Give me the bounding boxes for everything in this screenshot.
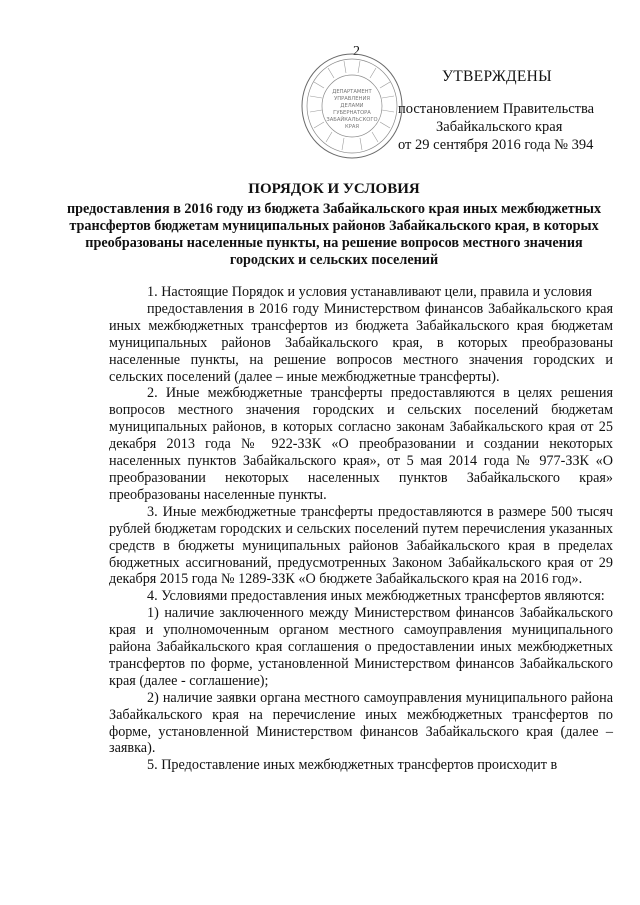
svg-text:УПРАВЛЕНИЯ: УПРАВЛЕНИЯ bbox=[334, 96, 370, 102]
svg-text:ДЕЛАМИ: ДЕЛАМИ bbox=[340, 103, 364, 109]
document-title bbox=[60, 180, 608, 269]
approval-line-1: постановлением Правительства bbox=[398, 101, 595, 117]
document-body bbox=[109, 284, 613, 774]
page-number: 2 bbox=[353, 44, 360, 59]
title-subtitle: предоставления в 2016 году из бюджета Забайкальского края иных межбюджетных трансфертов бюджетам муниципальных районов Забайкальского края, в которых преобразованы населенные пункты, на решение вопросов местного значения городских и сельских поселений bbox=[66, 201, 602, 268]
svg-text:ДЕПАРТАМЕНТ: ДЕПАРТАМЕНТ bbox=[332, 89, 372, 95]
svg-text:КРАЯ: КРАЯ bbox=[345, 124, 359, 130]
paragraph: 2) наличие заявки органа местного самоуправления муниципального района Забайкальского края на перечисление иных межбюджетных трансфертов по форме, установленной Министерством финансов Забайкальского края (далее – заявка). bbox=[109, 689, 613, 757]
paragraph: 3. Иные межбюджетные трансферты предоставляются в размере 500 тысяч рублей бюджетам городских и сельских поселений путем перечисления указанных средств в бюджеты муниципальных районов Забайкальского края в пределах бюджетных ассигнований, предусмотренных Законом Забайкальского края от 29 декабря 2015 года № 1289-ЗЗК «О бюджете Забайкальского края на 2016 год». bbox=[109, 503, 613, 588]
svg-text:ЗАБАЙКАЛЬСКОГО: ЗАБАЙКАЛЬСКОГО bbox=[326, 117, 378, 123]
paragraph: 1. Настоящие Порядок и условия устанавливают цели, правила и условия bbox=[147, 284, 593, 300]
title-main: ПОРЯДОК И УСЛОВИЯ bbox=[248, 181, 420, 197]
paragraph: 2. Иные межбюджетные трансферты предоставляются в целях решения вопросов местного значения городских и сельских поселений бюджетам муниципальных районов, в которых согласно законам Забайкальского края от 25 декабря 2013 года № 922-ЗЗК «О преобразовании и создании некоторых населенных пунктов Забайкальского края», от 5 мая 2014 года № 977-ЗЗК «О преобразовании некоторых населенных пунктов Забайкальского края» преобразованы населенные пункты. bbox=[109, 385, 613, 503]
paragraph: 5. Предоставление иных межбюджетных трансфертов происходит в bbox=[147, 757, 558, 774]
paragraph: 1) наличие заключенного между Министерством финансов Забайкальского края и уполномоченным органом местного самоуправления муниципального района Забайкальского края соглашения о предоставлении иных межбюджетных трансфертов по форме, установленной Министерством финансов Забайкальского края (далее - соглашение); bbox=[109, 605, 613, 689]
approval-line-2: Забайкальского края bbox=[436, 119, 563, 135]
official-seal bbox=[300, 52, 404, 160]
paragraph: 4. Условиями предоставления иных межбюджетных трансфертов являются: bbox=[147, 588, 605, 605]
paragraph: предоставления в 2016 году Министерством финансов Забайкальского края иных межбюджетных трансфертов из бюджета Забайкальского края бюджетам муниципальных районов Забайкальского края, в которых преобразованы населенные пункты, на решение вопросов местного значения городских и сельских поселений (далее – иные межбюджетные трансферты). bbox=[109, 300, 613, 385]
approval-heading: УТВЕРЖДЕНЫ bbox=[442, 68, 552, 85]
approval-line-3: от 29 сентября 2016 года № 394 bbox=[398, 137, 594, 153]
svg-text:ГУБЕРНАТОРА: ГУБЕРНАТОРА bbox=[333, 110, 371, 116]
